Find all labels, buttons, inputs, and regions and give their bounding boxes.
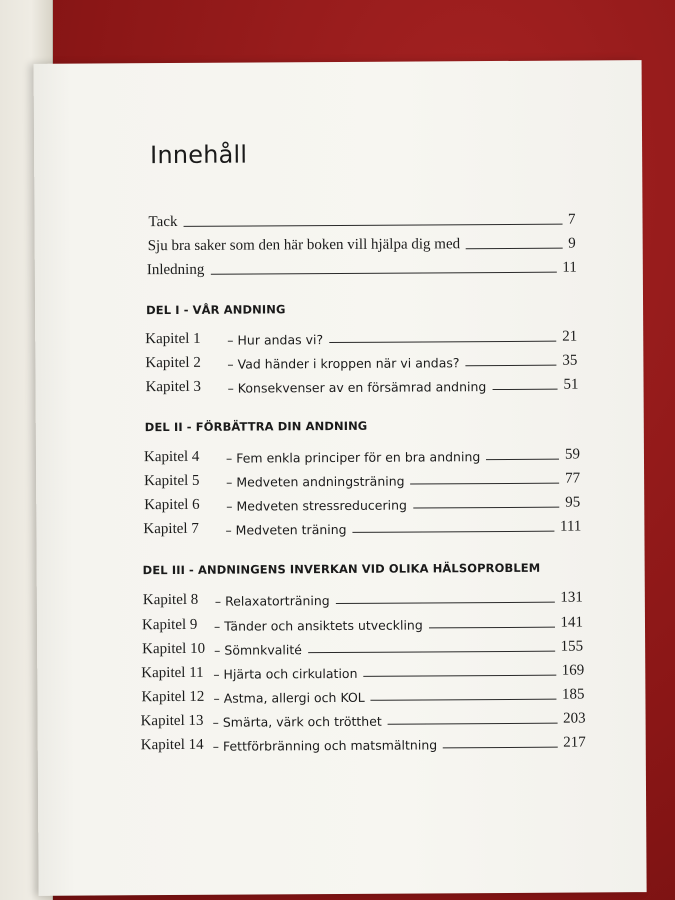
toc-label: Inledning [146, 261, 205, 279]
toc-row [144, 490, 580, 515]
book-page [34, 60, 647, 896]
chapter-title: – Fettförbränning och matsmältning [212, 737, 438, 754]
chapter-title: – Sömnkvalité [214, 642, 302, 658]
chapter-title: – Konsekvenser av en försämrad andning [227, 379, 487, 396]
dot-leader [388, 723, 557, 725]
toc-row [141, 657, 584, 682]
chapter-page: 141 [560, 614, 584, 631]
chapter-number: Kapitel 6 [144, 496, 200, 514]
chapter-number: Kapitel 11 [141, 664, 204, 682]
dot-leader [363, 675, 555, 677]
toc-row [147, 255, 577, 280]
dot-leader [336, 602, 555, 604]
dot-leader [183, 224, 562, 227]
chapter-page: 59 [564, 446, 581, 463]
toc-row [144, 466, 580, 491]
section-heading: DEL II - FÖRBÄTTRA DIN ANDNING [144, 418, 368, 435]
chapter-number: Kapitel 3 [145, 378, 201, 396]
page-title: Innehåll [150, 140, 248, 170]
dot-leader [413, 507, 559, 509]
chapter-title: – Vad händer i kroppen när vi andas? [227, 355, 460, 372]
chapter-number: Kapitel 7 [143, 520, 199, 538]
chapter-title: – Fem enkla principer för en bra andning [225, 449, 481, 466]
toc-row [144, 442, 580, 467]
toc-row [143, 584, 583, 609]
chapter-page: 77 [565, 470, 581, 487]
toc-label: Tack [148, 213, 178, 231]
chapter-page: 217 [563, 734, 586, 751]
toc-row [141, 729, 586, 754]
dot-leader [486, 459, 559, 460]
dot-leader [308, 651, 555, 654]
toc-row [142, 609, 583, 634]
chapter-number: Kapitel 12 [141, 688, 205, 706]
chapter-page: 95 [565, 494, 581, 511]
dot-leader [371, 699, 556, 701]
toc-row [145, 372, 578, 397]
toc-row [142, 633, 583, 658]
dot-leader [492, 389, 557, 390]
chapter-title: – Medveten andningsträning [226, 473, 405, 490]
toc-page: 9 [568, 235, 576, 252]
chapter-page: 185 [561, 686, 585, 703]
toc-row [141, 681, 584, 706]
chapter-page: 155 [560, 638, 584, 655]
toc-page: 11 [562, 259, 577, 276]
chapter-number: Kapitel 2 [145, 354, 201, 372]
chapter-title: – Smärta, värk och trötthet [212, 713, 382, 730]
chapter-title: – Relaxatorträning [214, 593, 330, 609]
chapter-page: 51 [563, 376, 579, 393]
toc-label: Sju bra saker som den här boken vill hjälpa dig med [147, 236, 461, 255]
toc-page: 7 [567, 211, 576, 228]
toc-row [145, 324, 577, 349]
dot-leader [411, 483, 560, 485]
chapter-page: 131 [560, 589, 583, 606]
section-heading: DEL I - VÅR ANDNING [146, 302, 286, 318]
dot-leader [329, 341, 556, 343]
chapter-page: 111 [559, 518, 582, 535]
chapter-title: – Tänder och ansiktets utveckling [213, 617, 423, 634]
chapter-page: 203 [563, 710, 586, 727]
section-heading: DEL III - ANDNINGENS INVERKAN VID OLIKA HÄLSOPROBLEM [142, 560, 541, 578]
chapter-page: 21 [562, 328, 578, 345]
toc-row [143, 514, 581, 539]
chapter-title: – Medveten träning [225, 521, 347, 538]
toc-row [148, 231, 576, 256]
chapter-number: Kapitel 5 [144, 472, 200, 490]
dot-leader [466, 365, 557, 367]
chapter-number: Kapitel 14 [140, 736, 204, 754]
chapter-title: – Hjärta och cirkulation [213, 665, 358, 682]
chapter-number: Kapitel 4 [143, 448, 200, 466]
dot-leader [353, 531, 554, 533]
chapter-number: Kapitel 8 [142, 591, 199, 609]
chapter-title: – Astma, allergi och KOL [213, 689, 365, 706]
chapter-number: Kapitel 1 [145, 330, 201, 348]
dot-leader [429, 627, 555, 629]
chapter-number: Kapitel 9 [141, 616, 198, 634]
toc-row [148, 207, 575, 232]
chapter-page: 35 [562, 352, 578, 369]
dot-leader [443, 747, 557, 749]
chapter-number: Kapitel 13 [140, 712, 204, 730]
chapter-title: – Medveten stressreducering [226, 497, 407, 514]
dot-leader [210, 272, 556, 275]
chapter-number: Kapitel 10 [142, 640, 206, 658]
toc-row [141, 705, 586, 730]
toc-row [145, 348, 577, 373]
chapter-title: – Hur andas vi? [227, 332, 324, 348]
chapter-page: 169 [561, 662, 585, 679]
dot-leader [466, 248, 562, 250]
